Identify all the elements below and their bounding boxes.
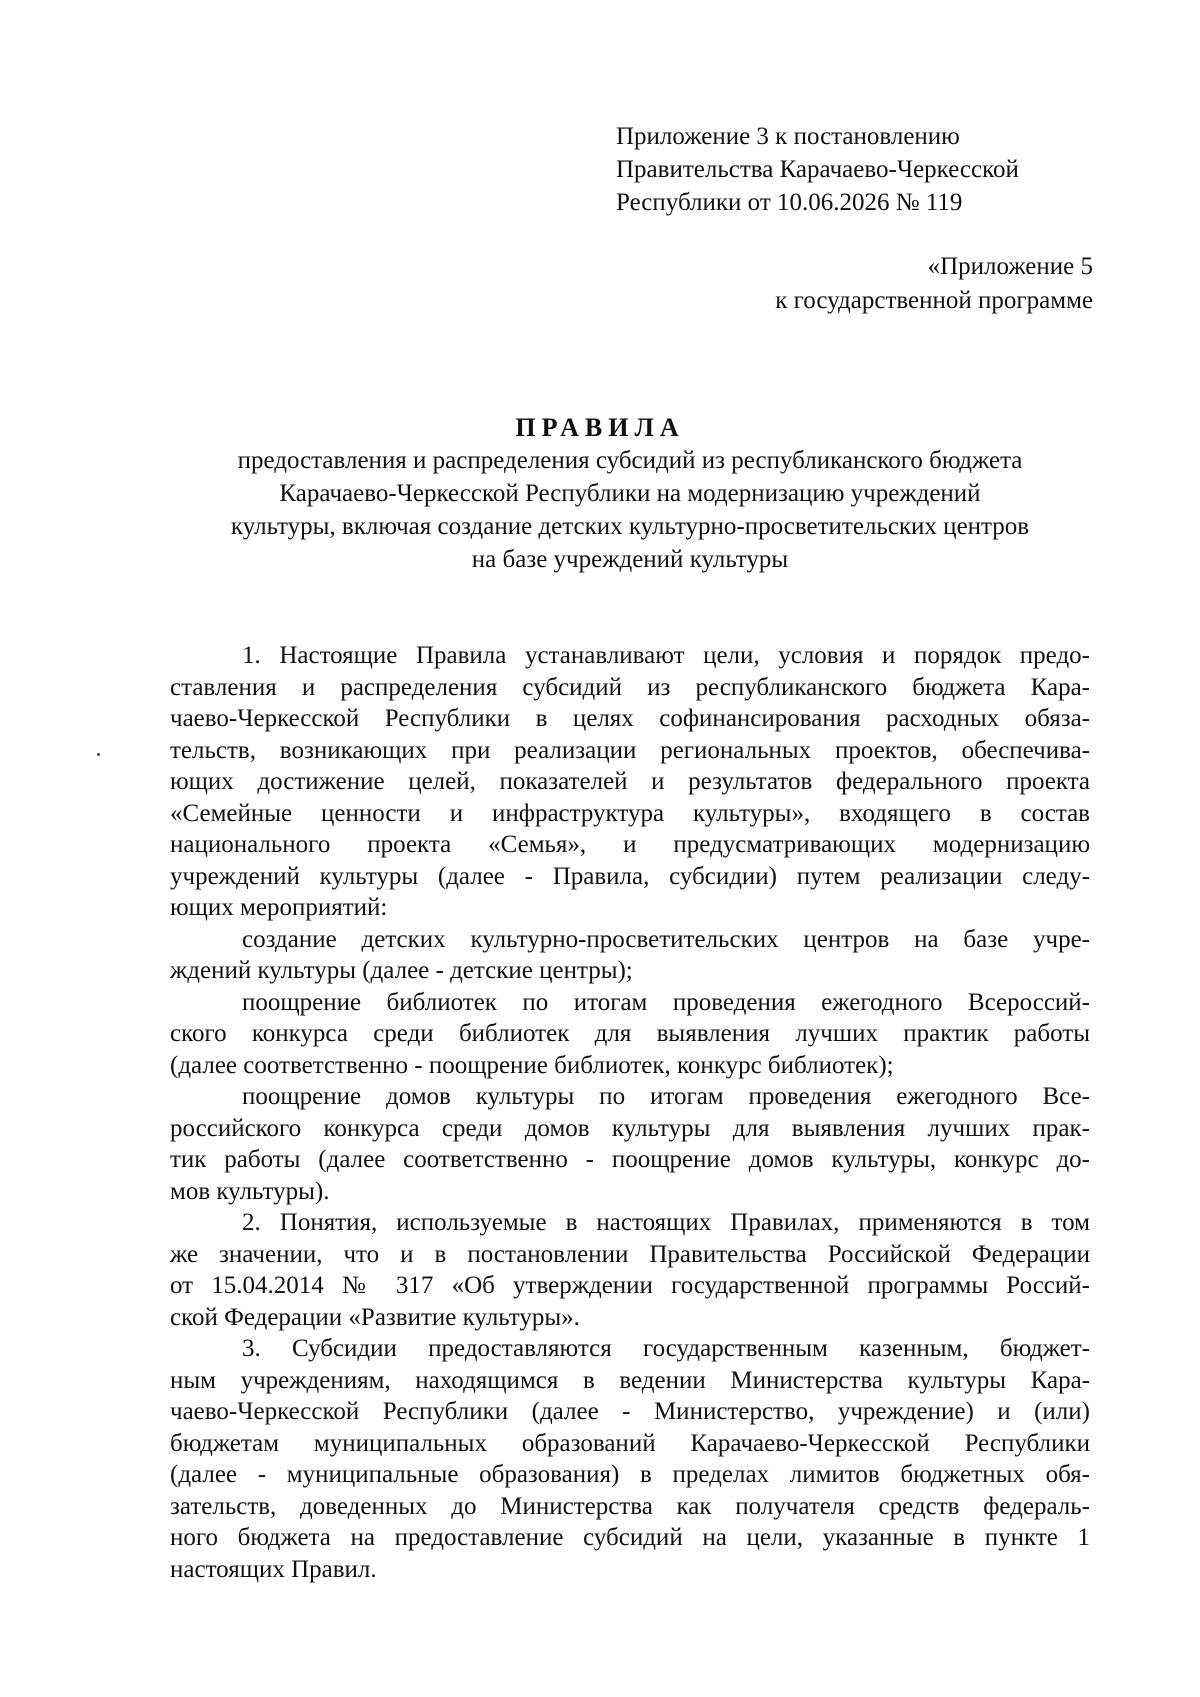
subtitle-line: культуры, включая создание детских культурно-просветительских центров — [230, 513, 1030, 540]
document-subtitle — [170, 444, 1090, 576]
sub-appendix-header — [775, 250, 1093, 318]
body-line: чаево-Черкесской Республики в целях софинансирования расходных обяза- — [170, 705, 1090, 732]
appendix-line-1: Приложение 3 к постановлению — [616, 123, 960, 150]
body-line: ского конкурса среди библиотек для выявления лучших практик работы — [170, 1020, 1090, 1047]
body-line: ного бюджета на предоставление субсидий на цели, указанные в пункте 1 — [170, 1524, 1090, 1551]
body-line: создание детских культурно-просветительских центров на базе учре- — [242, 925, 1090, 953]
scan-speck — [97, 753, 100, 756]
sub-appendix-line-1: «Приложение 5 — [927, 253, 1093, 280]
document-title: ПРАВИЛА — [515, 413, 685, 442]
body-line: российского конкурса среди домов культуры для выявления лучших прак- — [170, 1114, 1090, 1142]
body-line: учреждений культуры (далее - Правила, субсидии) путем реализации следу- — [170, 862, 1090, 890]
body-line: (далее соответственно - поощрение библиотек, конкурс библиотек); — [170, 1051, 894, 1079]
subtitle-line: на базе учреждений культуры — [471, 546, 789, 573]
body-line: поощрение библиотек по итогам проведения ежегодного Всероссий- — [242, 988, 1090, 1016]
body-line: ным учреждениям, находящимся в ведении Министерства культуры Кара- — [170, 1366, 1090, 1394]
appendix-header — [616, 120, 1019, 219]
body-line: от 15.04.2014 № 317 «Об утверждении государственной программы Россий- — [170, 1272, 1090, 1299]
body-line: «Семейные ценности и инфраструктура культуры», входящего в состав — [170, 799, 1090, 827]
body-line: 3. Субсидии предоставляются государственным казенным, бюджет- — [242, 1335, 1090, 1362]
document-body — [170, 640, 1090, 1585]
body-line: же значении, что и в постановлении Правительства Российской Федерации — [170, 1240, 1090, 1268]
body-line: тик работы (далее соответственно - поощрение домов культуры, конкурс до- — [170, 1146, 1090, 1173]
body-line: мов культуры). — [170, 1177, 330, 1205]
body-line: ющих мероприятий: — [170, 894, 388, 921]
body-line: ставления и распределения субсидий из республиканского бюджета Кара- — [170, 673, 1090, 701]
subtitle-line: Карачаево-Черкесской Республики на модернизацию учреждений — [279, 480, 981, 507]
body-line: зательств, доведенных до Министерства как получателя средств федераль- — [170, 1492, 1090, 1520]
body-line: 1. Настоящие Правила устанавливают цели, условия и порядок предо- — [242, 642, 1090, 669]
appendix-line-3: Республики от 10.06.2026 № 119 — [616, 189, 963, 216]
body-line: ющих достижение целей, показателей и результатов федерального проекта — [170, 768, 1090, 795]
subtitle-line: предоставления и распределения субсидий из республиканского бюджета — [237, 447, 1023, 474]
body-line: поощрение домов культуры по итогам проведения ежегодного Все- — [242, 1083, 1090, 1110]
body-line: бюджетам муниципальных образований Карачаево-Черкесской Республики — [170, 1429, 1090, 1457]
body-line: тельств, возникающих при реализации региональных проектов, обеспечива- — [170, 736, 1090, 764]
body-line: чаево-Черкесской Республики (далее - Министерство, учреждение) и (или) — [170, 1398, 1090, 1425]
body-line: (далее - муниципальные образования) в пределах лимитов бюджетных обя- — [170, 1461, 1090, 1488]
body-line: настоящих Правил. — [170, 1555, 377, 1583]
appendix-line-2: Правительства Карачаево-Черкесской — [616, 156, 1019, 183]
sub-appendix-line-2: к государственной программе — [775, 287, 1093, 314]
body-line: 2. Понятия, используемые в настоящих Правилах, применяются в том — [242, 1209, 1090, 1236]
body-line: национального проекта «Семья», и предусматривающих модернизацию — [170, 831, 1090, 858]
body-line: ской Федерации «Развитие культуры». — [170, 1303, 580, 1331]
body-line: ждений культуры (далее - детские центры); — [170, 957, 633, 984]
